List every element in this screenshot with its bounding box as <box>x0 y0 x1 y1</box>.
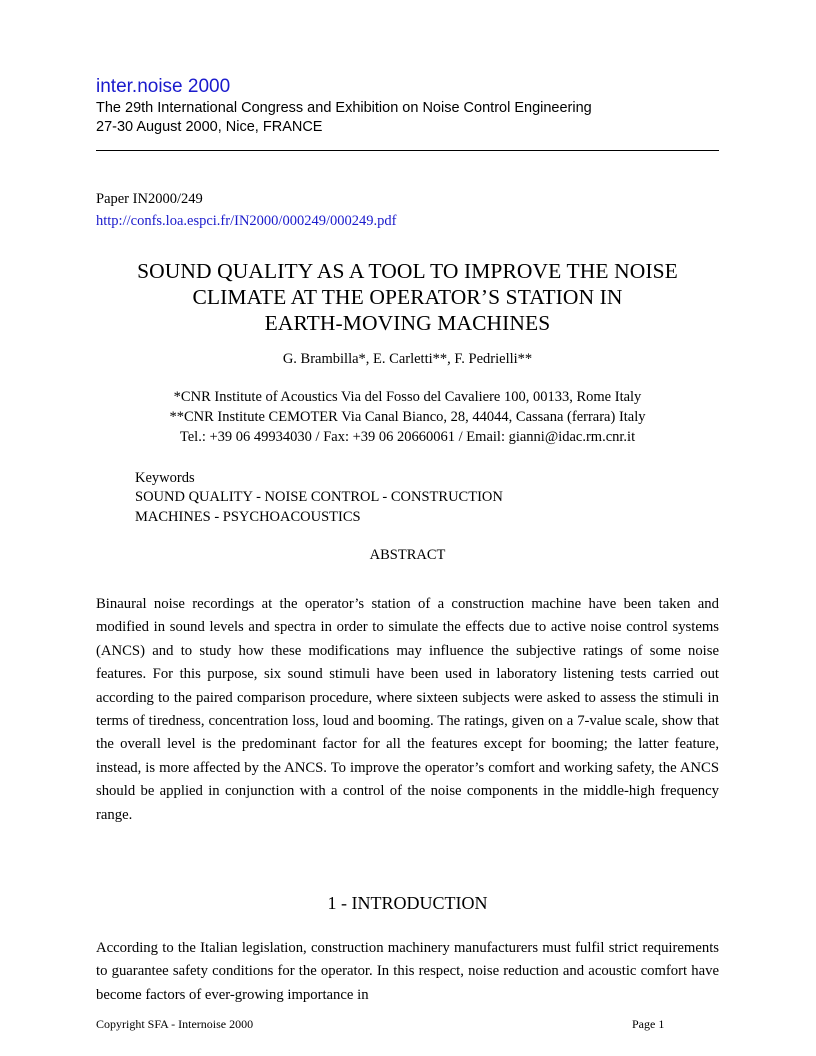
paper-id: Paper IN2000/249 <box>96 191 203 207</box>
title-line: SOUND QUALITY AS A TOOL TO IMPROVE THE NOISE <box>137 259 678 283</box>
paper-url-link[interactable]: http://confs.loa.espci.fr/IN2000/000249/000249.pdf <box>96 213 397 229</box>
title-line: CLIMATE AT THE OPERATOR’S STATION IN <box>192 285 623 309</box>
congress-name: The 29th International Congress and Exhibition on Noise Control Engineering <box>96 100 592 116</box>
keywords-label: Keywords <box>135 470 195 486</box>
header-divider <box>96 150 719 151</box>
abstract-text: Binaural noise recordings at the operator’s station of a construction machine have been taken and modified in sound levels and spectra in order to simulate the effects due to active noise control systems (ANCS) and to study how these modifications may influence the subjective ratings of some noise features. For this purpose, six sound stimuli have been used in laboratory listening tests carried out according to the paired comparison procedure, where sixteen subjects were asked to assess the stimuli in terms of tiredness, concentration loss, loud and booming. The ratings, given on a 7-value scale, show that the overall level is the predominant factor for all the features except for booming; the latter feature, instead, is more affected by the ANCS. To improve the operator’s comfort and working safety, the ANCS should be applied in conjunction with a control of the noise components in the middle-high frequency range. <box>96 596 719 823</box>
page-number: Page 1 <box>632 1017 665 1031</box>
introduction-text: According to the Italian legislation, construction machinery manufacturers must fulfil strict requirements to guarantee safety conditions for the operator. In this respect, noise reduction and acoustic comfort have become factors of ever-growing importance in <box>96 940 719 1003</box>
copyright: Copyright SFA - Internoise 2000 <box>96 1017 254 1031</box>
conference-name: inter.noise 2000 <box>96 76 231 97</box>
affiliation-2: **CNR Institute CEMOTER Via Canal Bianco, 28, 44044, Cassana (ferrara) Italy <box>169 409 646 425</box>
introduction-heading: 1 - INTRODUCTION <box>327 893 488 913</box>
contact-info: Tel.: +39 06 49934030 / Fax: +39 06 20660061 / Email: gianni@idac.rm.cnr.it <box>179 429 636 445</box>
affiliation-1: *CNR Institute of Acoustics Via del Fosso del Cavaliere 100, 00133, Rome Italy <box>173 389 642 405</box>
title-line: EARTH-MOVING MACHINES <box>264 311 551 335</box>
paper-title <box>96 258 719 336</box>
congress-dates: 27-30 August 2000, Nice, FRANCE <box>96 119 323 135</box>
keywords-line: MACHINES - PSYCHOACOUSTICS <box>135 509 361 525</box>
abstract-heading: ABSTRACT <box>369 547 446 563</box>
keywords-line: SOUND QUALITY - NOISE CONTROL - CONSTRUCTION <box>135 489 503 505</box>
authors: G. Brambilla*, E. Carletti**, F. Pedrielli** <box>282 351 533 367</box>
